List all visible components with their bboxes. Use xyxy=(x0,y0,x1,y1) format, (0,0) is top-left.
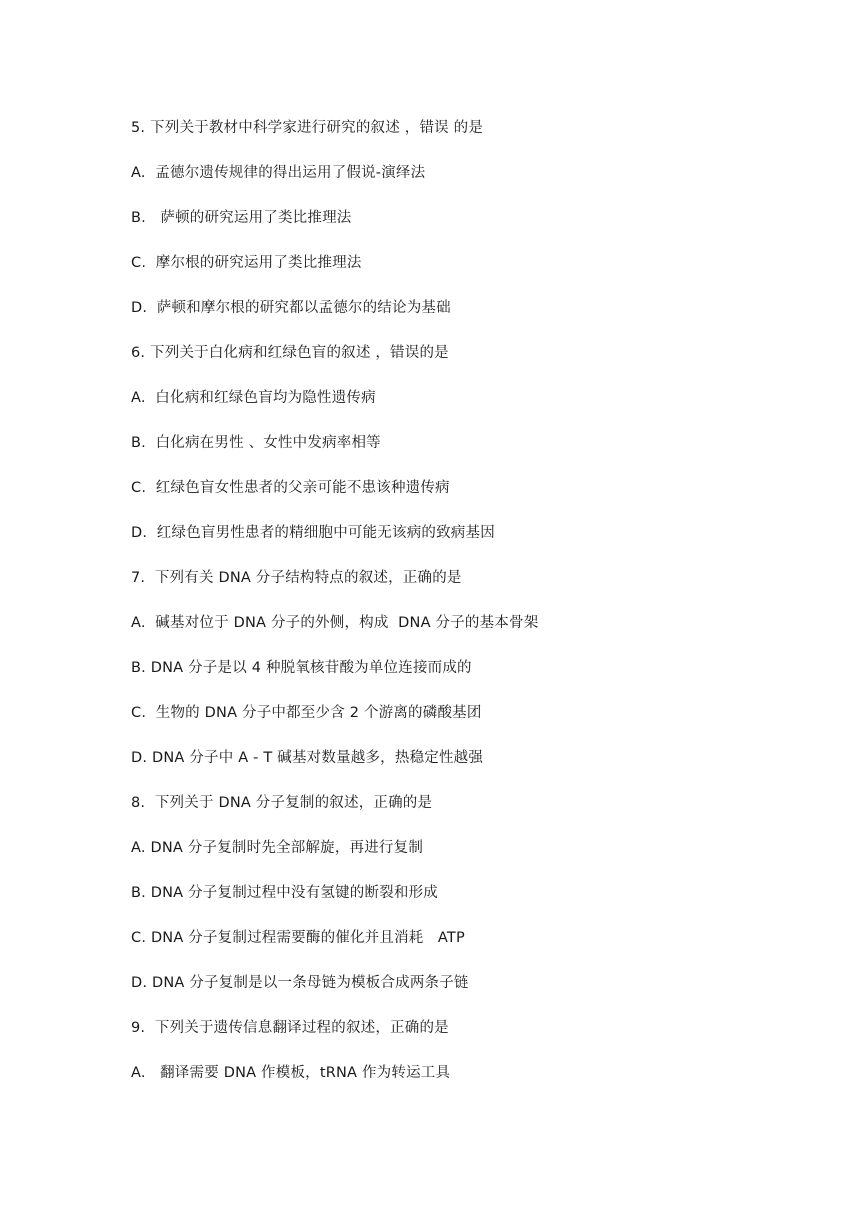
question-9-option-a: A. 翻译需要 DNA 作模板，tRNA 作为转运工具 xyxy=(131,1065,451,1081)
question-8-option-d: D. DNA 分子复制是以一条母链为模板合成两条子链 xyxy=(131,975,469,991)
question-6-option-a: A. 白化病和红绿色盲均为隐性遗传病 xyxy=(131,390,376,406)
question-7-stem: 7. 下列有关 DNA 分子结构特点的叙述，正确的是 xyxy=(131,570,462,586)
question-8-option-c: C. DNA 分子复制过程需要酶的催化并且消耗 ATP xyxy=(131,930,465,946)
question-5-option-d: D. 萨顿和摩尔根的研究都以孟德尔的结论为基础 xyxy=(131,300,451,316)
question-7-option-c: C. 生物的 DNA 分子中都至少含 2 个游离的磷酸基团 xyxy=(131,705,482,721)
question-7-option-b: B. DNA 分子是以 4 种脱氧核苷酸为单位连接而成的 xyxy=(131,660,472,676)
question-7-option-a: A. 碱基对位于 DNA 分子的外侧，构成 DNA 分子的基本骨架 xyxy=(131,615,539,631)
question-9-stem: 9. 下列关于遗传信息翻译过程的叙述，正确的是 xyxy=(131,1020,449,1036)
question-6-option-d: D. 红绿色盲男性患者的精细胞中可能无该病的致病基因 xyxy=(131,525,495,541)
question-6-option-c: C. 红绿色盲女性患者的父亲可能不患该种遗传病 xyxy=(131,480,450,496)
question-5-option-b: B. 萨顿的研究运用了类比推理法 xyxy=(131,210,352,226)
question-7-option-d: D. DNA 分子中 A - T 碱基对数量越多，热稳定性越强 xyxy=(131,750,484,766)
question-6-option-b: B. 白化病在男性 、女性中发病率相等 xyxy=(131,435,381,451)
question-8-stem: 8. 下列关于 DNA 分子复制的叙述，正确的是 xyxy=(131,795,433,811)
question-5-stem: 5. 下列关于教材中科学家进行研究的叙述 ，错误 的是 xyxy=(131,120,484,136)
question-8-option-a: A. DNA 分子复制时先全部解旋，再进行复制 xyxy=(131,840,424,856)
question-5-option-a: A. 孟德尔遗传规律的得出运用了假说-演绎法 xyxy=(131,165,426,181)
question-6-stem: 6. 下列关于白化病和红绿色盲的叙述 ，错误的是 xyxy=(131,345,449,361)
question-5-option-c: C. 摩尔根的研究运用了类比推理法 xyxy=(131,255,362,271)
question-8-option-b: B. DNA 分子复制过程中没有氢键的断裂和形成 xyxy=(131,885,439,901)
